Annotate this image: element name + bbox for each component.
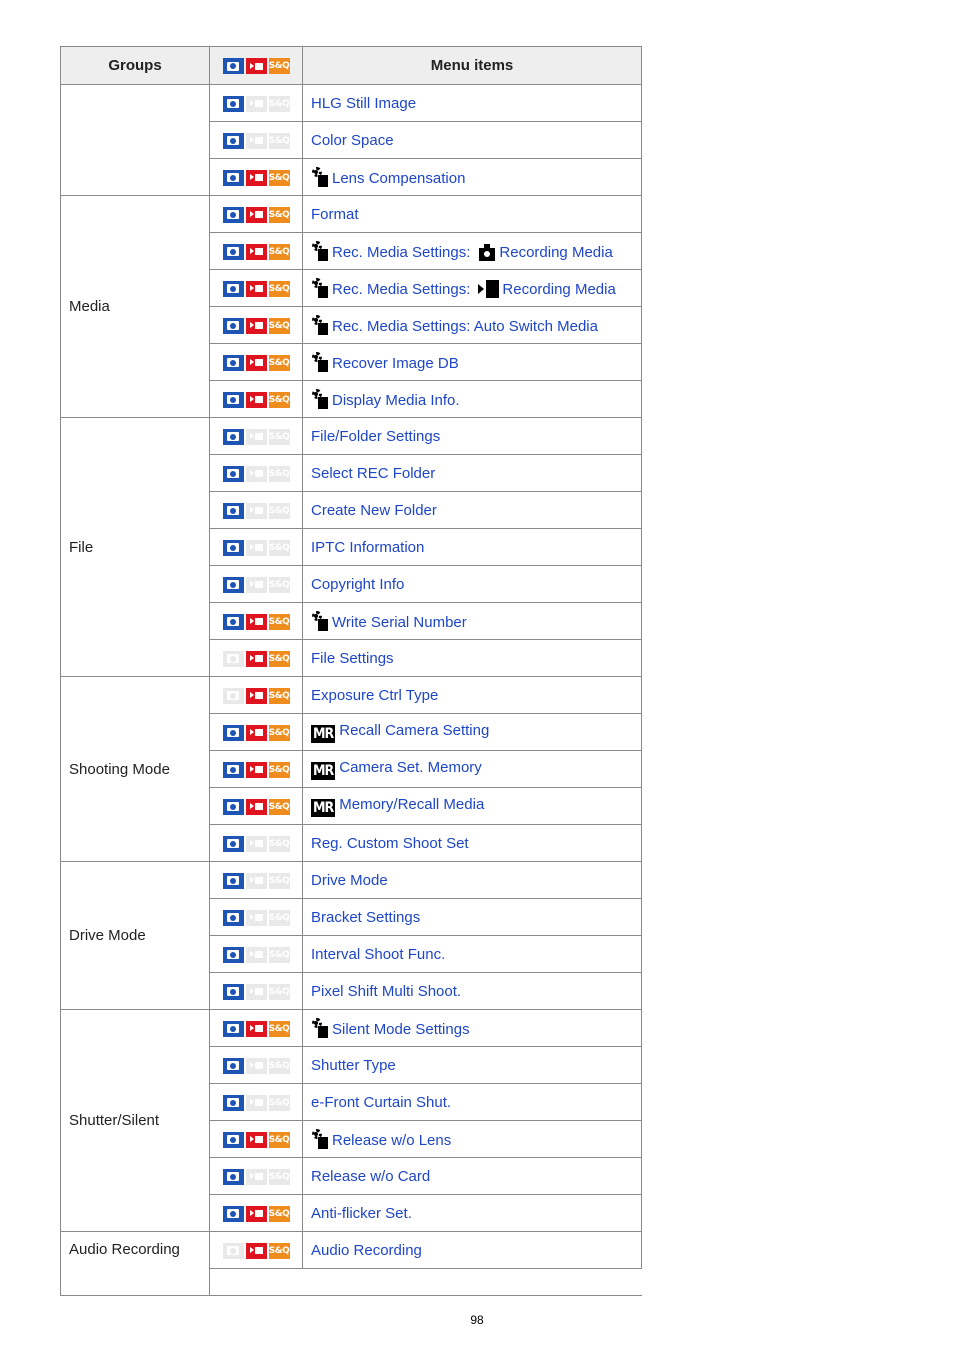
gear-camera-icon (311, 1018, 329, 1038)
sq-icon: S&Q (269, 577, 290, 593)
menu-item[interactable] (303, 270, 642, 307)
menu-item[interactable] (303, 1047, 642, 1084)
mode-cell (210, 862, 303, 899)
camera-icon (223, 614, 244, 630)
movie-icon (246, 392, 267, 408)
menu-item[interactable] (303, 714, 642, 751)
mode-cell (210, 899, 303, 936)
mode-icons (223, 96, 290, 112)
menu-item[interactable] (303, 1010, 642, 1047)
mr-icon: MR (313, 762, 334, 779)
movie-icon (246, 1243, 267, 1259)
empty-cell (210, 1269, 642, 1296)
menu-item[interactable] (303, 603, 642, 640)
menu-item[interactable] (303, 492, 642, 529)
table-row (61, 85, 642, 122)
mode-icons (223, 429, 290, 445)
table-row (61, 862, 642, 899)
menu-item-label: Select REC Folder (311, 464, 436, 482)
sq-icon: S&Q (269, 1095, 290, 1111)
gear-camera-icon (311, 315, 329, 335)
menu-item[interactable] (303, 529, 642, 566)
camera-icon (223, 577, 244, 593)
mode-cell (210, 196, 303, 233)
mode-icons (223, 614, 290, 630)
menu-item-label: Release w/o Card (311, 1167, 431, 1185)
menu-item-label: Display Media Info. (332, 392, 460, 409)
mode-icons (223, 355, 290, 371)
sq-icon: S&Q (269, 133, 290, 149)
page-number: 98 (470, 1313, 484, 1327)
sq-icon: S&Q (269, 58, 290, 74)
menu-item-label: Pixel Shift Multi Shoot. (311, 982, 462, 1000)
mode-cell (210, 936, 303, 973)
groups-header: Groups (61, 47, 210, 85)
camera-icon (223, 1058, 244, 1074)
movie-icon (246, 947, 267, 963)
mode-cell (210, 233, 303, 270)
mode-cell (210, 85, 303, 122)
mode-cell (210, 640, 303, 677)
mode-icons (223, 170, 290, 186)
menu-item[interactable] (303, 825, 642, 862)
camera-icon (223, 170, 244, 186)
camera-icon (223, 318, 244, 334)
mode-icons (223, 1095, 290, 1111)
mode-icons (223, 281, 290, 297)
menu-item-label: Drive Mode (311, 871, 388, 889)
movie-icon (246, 1021, 267, 1037)
menu-item[interactable] (303, 307, 642, 344)
sq-icon: S&Q (269, 244, 290, 260)
mode-cell (210, 381, 303, 418)
menu-table (60, 46, 642, 1296)
movie-icon (246, 1132, 267, 1148)
sq-icon: S&Q (269, 281, 290, 297)
menu-item-label: Camera Set. Memory (339, 758, 482, 776)
camera-icon (223, 1095, 244, 1111)
sq-icon: S&Q (269, 503, 290, 519)
mode-icons (223, 318, 290, 334)
menu-item[interactable] (303, 640, 642, 677)
menu-item[interactable] (303, 381, 642, 418)
camera-icon (223, 1021, 244, 1037)
movie-icon (246, 910, 267, 926)
menu-item[interactable] (303, 344, 642, 381)
group-label: Media (61, 196, 210, 418)
menu-item[interactable] (303, 1232, 642, 1269)
sq-icon: S&Q (269, 355, 290, 371)
gear-camera-icon (311, 389, 329, 409)
mode-icons (223, 503, 290, 519)
mode-cell (210, 788, 303, 825)
mode-icons (223, 762, 290, 778)
camera-icon (223, 466, 244, 482)
camera-icon (223, 651, 244, 667)
sq-icon: S&Q (269, 1206, 290, 1222)
sq-icon: S&Q (269, 466, 290, 482)
mode-cell (210, 1232, 303, 1269)
menu-item-label: Silent Mode Settings (332, 1021, 470, 1038)
gear-camera-icon (311, 241, 329, 261)
movie-icon (246, 170, 267, 186)
camera-icon (223, 392, 244, 408)
menu-item[interactable] (303, 788, 642, 825)
sq-icon: S&Q (269, 947, 290, 963)
camera-icon (223, 1132, 244, 1148)
mode-icons (223, 688, 290, 704)
menu-item-label: File/Folder Settings (311, 427, 441, 445)
mode-icons (223, 466, 290, 482)
movie-icon (246, 577, 267, 593)
mode-icons (223, 540, 290, 556)
table-row (61, 1232, 642, 1269)
movie-icon (246, 614, 267, 630)
modes-header (210, 47, 303, 85)
menu-item[interactable] (303, 159, 642, 196)
sq-icon: S&Q (269, 725, 290, 741)
mode-icons (223, 1021, 290, 1037)
camera-icon (223, 429, 244, 445)
gear-camera-icon (311, 167, 329, 187)
mode-cell (210, 1121, 303, 1158)
sq-icon: S&Q (269, 688, 290, 704)
mode-cell (210, 751, 303, 788)
camera-icon (223, 244, 244, 260)
menu-item-label: Format (311, 205, 359, 223)
menu-item-label: HLG Still Image (311, 94, 417, 112)
mode-cell (210, 1158, 303, 1195)
mode-cell (210, 566, 303, 603)
group-label: Audio Recording (61, 1232, 210, 1296)
menu-item-label: Rec. Media Settings: (332, 281, 471, 298)
movie-icon (246, 984, 267, 1000)
mode-icons (223, 244, 290, 260)
movie-icon (246, 540, 267, 556)
mode-cell (210, 492, 303, 529)
menu-item-label: Copyright Info (311, 575, 405, 593)
sq-icon: S&Q (269, 540, 290, 556)
camera-icon (223, 688, 244, 704)
movie-icon (246, 651, 267, 667)
group-label: Shutter/Silent (61, 1010, 210, 1232)
table-row (61, 418, 642, 455)
movie-icon (246, 1169, 267, 1185)
mr-icon: MR (313, 799, 334, 816)
mode-icons (223, 1132, 290, 1148)
camera-icon (223, 1206, 244, 1222)
sq-icon: S&Q (269, 651, 290, 667)
menu-item[interactable] (303, 899, 642, 936)
menu-item[interactable] (303, 1158, 642, 1195)
mode-cell (210, 418, 303, 455)
sq-icon: S&Q (269, 1243, 290, 1259)
menu-item[interactable] (303, 1084, 642, 1121)
mode-cell (210, 1047, 303, 1084)
movie-icon (246, 1058, 267, 1074)
mode-icons (223, 1243, 290, 1259)
menu-item[interactable] (303, 677, 642, 714)
sq-icon: S&Q (269, 984, 290, 1000)
movie-icon (246, 836, 267, 852)
table-row (61, 677, 642, 714)
movie-icon (246, 355, 267, 371)
sq-icon: S&Q (269, 1021, 290, 1037)
table-row (61, 1010, 642, 1047)
sq-icon: S&Q (269, 1132, 290, 1148)
mode-icons (223, 392, 290, 408)
gear-camera-icon (311, 611, 329, 631)
group-label: Drive Mode (61, 862, 210, 1010)
mode-cell (210, 973, 303, 1010)
mode-cell (210, 307, 303, 344)
mode-icons (223, 58, 290, 74)
mode-cell (210, 1010, 303, 1047)
menu-item-label: Audio Recording (311, 1241, 422, 1259)
sq-icon: S&Q (269, 96, 290, 112)
group-label: Shooting Mode (61, 677, 210, 862)
menu-item-label: Color Space (311, 131, 394, 149)
movie-icon (246, 244, 267, 260)
mode-icons (223, 799, 290, 815)
menu-item-label: Rec. Media Settings: (332, 244, 471, 261)
sq-icon: S&Q (269, 614, 290, 630)
sq-icon: S&Q (269, 1169, 290, 1185)
movie-icon (246, 466, 267, 482)
mode-cell (210, 677, 303, 714)
menu-item[interactable] (303, 1121, 642, 1158)
camera-icon (223, 96, 244, 112)
menu-item-label: Shutter Type (311, 1056, 396, 1074)
gear-camera-icon (311, 1129, 329, 1149)
movie-icon (246, 873, 267, 889)
movie-icon (246, 58, 267, 74)
movie-icon (246, 1095, 267, 1111)
camera-icon (223, 207, 244, 223)
menu-item[interactable] (303, 1195, 642, 1232)
menu-item[interactable] (303, 566, 642, 603)
mr-icon: MR (313, 725, 334, 742)
mode-cell (210, 122, 303, 159)
camera-icon (223, 133, 244, 149)
menu-item-label: Interval Shoot Func. (311, 945, 446, 963)
menu-item[interactable] (303, 233, 642, 270)
camera-icon (223, 762, 244, 778)
menu-item-label-suffix: Recording Media (502, 281, 616, 298)
menu-item-label: Recall Camera Setting (339, 721, 490, 739)
mode-icons (223, 947, 290, 963)
mode-cell (210, 270, 303, 307)
menu-item-label: Reg. Custom Shoot Set (311, 834, 469, 852)
movie-icon (246, 799, 267, 815)
sq-icon: S&Q (269, 873, 290, 889)
camera-icon (223, 984, 244, 1000)
mode-icons (223, 1169, 290, 1185)
camera-icon (223, 799, 244, 815)
movie-icon (246, 318, 267, 334)
mode-icons (223, 725, 290, 741)
camera-icon (223, 873, 244, 889)
still-recording-icon (478, 243, 496, 261)
menu-items-header: Menu items (303, 47, 642, 85)
sq-icon: S&Q (269, 762, 290, 778)
movie-icon (246, 503, 267, 519)
menu-item-label: IPTC Information (311, 538, 425, 556)
sq-icon: S&Q (269, 170, 290, 186)
mode-icons (223, 651, 290, 667)
menu-item[interactable] (303, 751, 642, 788)
camera-icon (223, 281, 244, 297)
mode-icons (223, 133, 290, 149)
menu-item-label: Rec. Media Settings: Auto Switch Media (332, 318, 598, 335)
mode-cell (210, 1084, 303, 1121)
menu-item-label: Recover Image DB (332, 355, 459, 372)
camera-icon (223, 836, 244, 852)
menu-item[interactable] (303, 862, 642, 899)
movie-icon (246, 1206, 267, 1222)
mode-icons (223, 984, 290, 1000)
sq-icon: S&Q (269, 392, 290, 408)
menu-item-label: Exposure Ctrl Type (311, 686, 439, 704)
mode-cell (210, 529, 303, 566)
sq-icon: S&Q (269, 910, 290, 926)
movie-icon (246, 429, 267, 445)
table-body (61, 85, 642, 1296)
mode-cell (210, 603, 303, 640)
menu-item[interactable] (303, 85, 642, 122)
menu-item[interactable] (303, 418, 642, 455)
camera-icon (223, 910, 244, 926)
sq-icon: S&Q (269, 836, 290, 852)
sq-icon: S&Q (269, 429, 290, 445)
menu-item[interactable] (303, 936, 642, 973)
menu-item-label: Write Serial Number (332, 614, 467, 631)
movie-icon (246, 725, 267, 741)
sq-icon: S&Q (269, 799, 290, 815)
camera-icon (223, 1169, 244, 1185)
mode-icons (223, 836, 290, 852)
mode-cell (210, 344, 303, 381)
mode-icons (223, 577, 290, 593)
sq-icon: S&Q (269, 1058, 290, 1074)
mode-icons (223, 1206, 290, 1222)
menu-item-label: File Settings (311, 649, 394, 667)
mode-cell (210, 159, 303, 196)
sq-icon: S&Q (269, 318, 290, 334)
gear-camera-icon (311, 352, 329, 372)
group-label: File (61, 418, 210, 677)
camera-icon (223, 1243, 244, 1259)
menu-item-label-suffix: Recording Media (499, 244, 613, 261)
mode-icons (223, 207, 290, 223)
menu-item[interactable] (303, 973, 642, 1010)
table-row (61, 196, 642, 233)
menu-item-label: Lens Compensation (332, 170, 466, 187)
mode-cell (210, 714, 303, 751)
mode-cell (210, 825, 303, 862)
camera-icon (223, 503, 244, 519)
mode-cell (210, 1195, 303, 1232)
movie-icon (246, 96, 267, 112)
camera-icon (223, 58, 244, 74)
menu-item[interactable] (303, 122, 642, 159)
camera-icon (223, 947, 244, 963)
mode-icons (223, 910, 290, 926)
movie-icon (246, 207, 267, 223)
menu-item-label: Create New Folder (311, 501, 437, 519)
menu-item[interactable] (303, 196, 642, 233)
camera-icon (223, 725, 244, 741)
mode-icons (223, 873, 290, 889)
menu-item[interactable] (303, 455, 642, 492)
movie-icon (246, 762, 267, 778)
camera-icon (223, 540, 244, 556)
movie-icon (246, 688, 267, 704)
movie-icon (246, 133, 267, 149)
menu-item-label: Release w/o Lens (332, 1132, 452, 1149)
mode-icons (223, 1058, 290, 1074)
sq-icon: S&Q (269, 207, 290, 223)
menu-item-label: Bracket Settings (311, 908, 421, 926)
menu-item-label: Memory/Recall Media (339, 795, 485, 813)
camera-icon (223, 355, 244, 371)
menu-item-label: Anti-flicker Set. (311, 1204, 412, 1222)
menu-item-label: e-Front Curtain Shut. (311, 1093, 452, 1111)
movie-recording-icon (478, 280, 500, 298)
movie-icon (246, 281, 267, 297)
group-label (61, 85, 210, 196)
gear-camera-icon (311, 278, 329, 298)
mode-cell (210, 455, 303, 492)
